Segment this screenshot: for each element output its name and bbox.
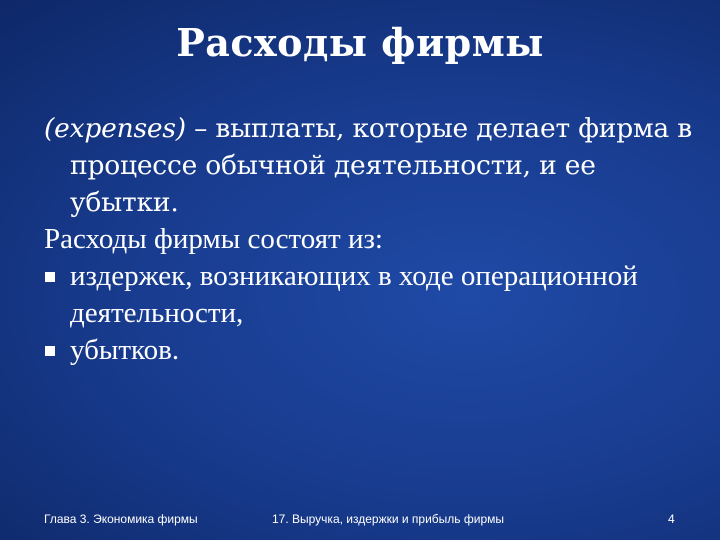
slide-content [44, 110, 694, 369]
footer-chapter: Глава 3. Экономика фирмы [44, 512, 198, 526]
bullet-item [44, 332, 694, 369]
footer-section: 17. Выручка, издержки и прибыль фирмы [272, 512, 505, 526]
bullet-text: убытков. [70, 334, 180, 366]
intro-text: Расходы фирмы состоят из: [44, 223, 383, 255]
definition-paragraph [44, 110, 694, 221]
square-bullet-icon [44, 258, 70, 295]
square-bullet-icon [44, 332, 70, 369]
bullet-text: издержек, возникающих в ходе операционной деятельности, [70, 260, 638, 329]
definition-text: – выплаты, которые делает фирма в процессе обычной деятельности, и ее убытки. [70, 113, 692, 218]
bullet-item [44, 258, 694, 332]
slide-title: Расходы фирмы [176, 20, 544, 65]
page-number: 4 [668, 512, 675, 526]
definition-term: (expenses) [44, 113, 186, 144]
